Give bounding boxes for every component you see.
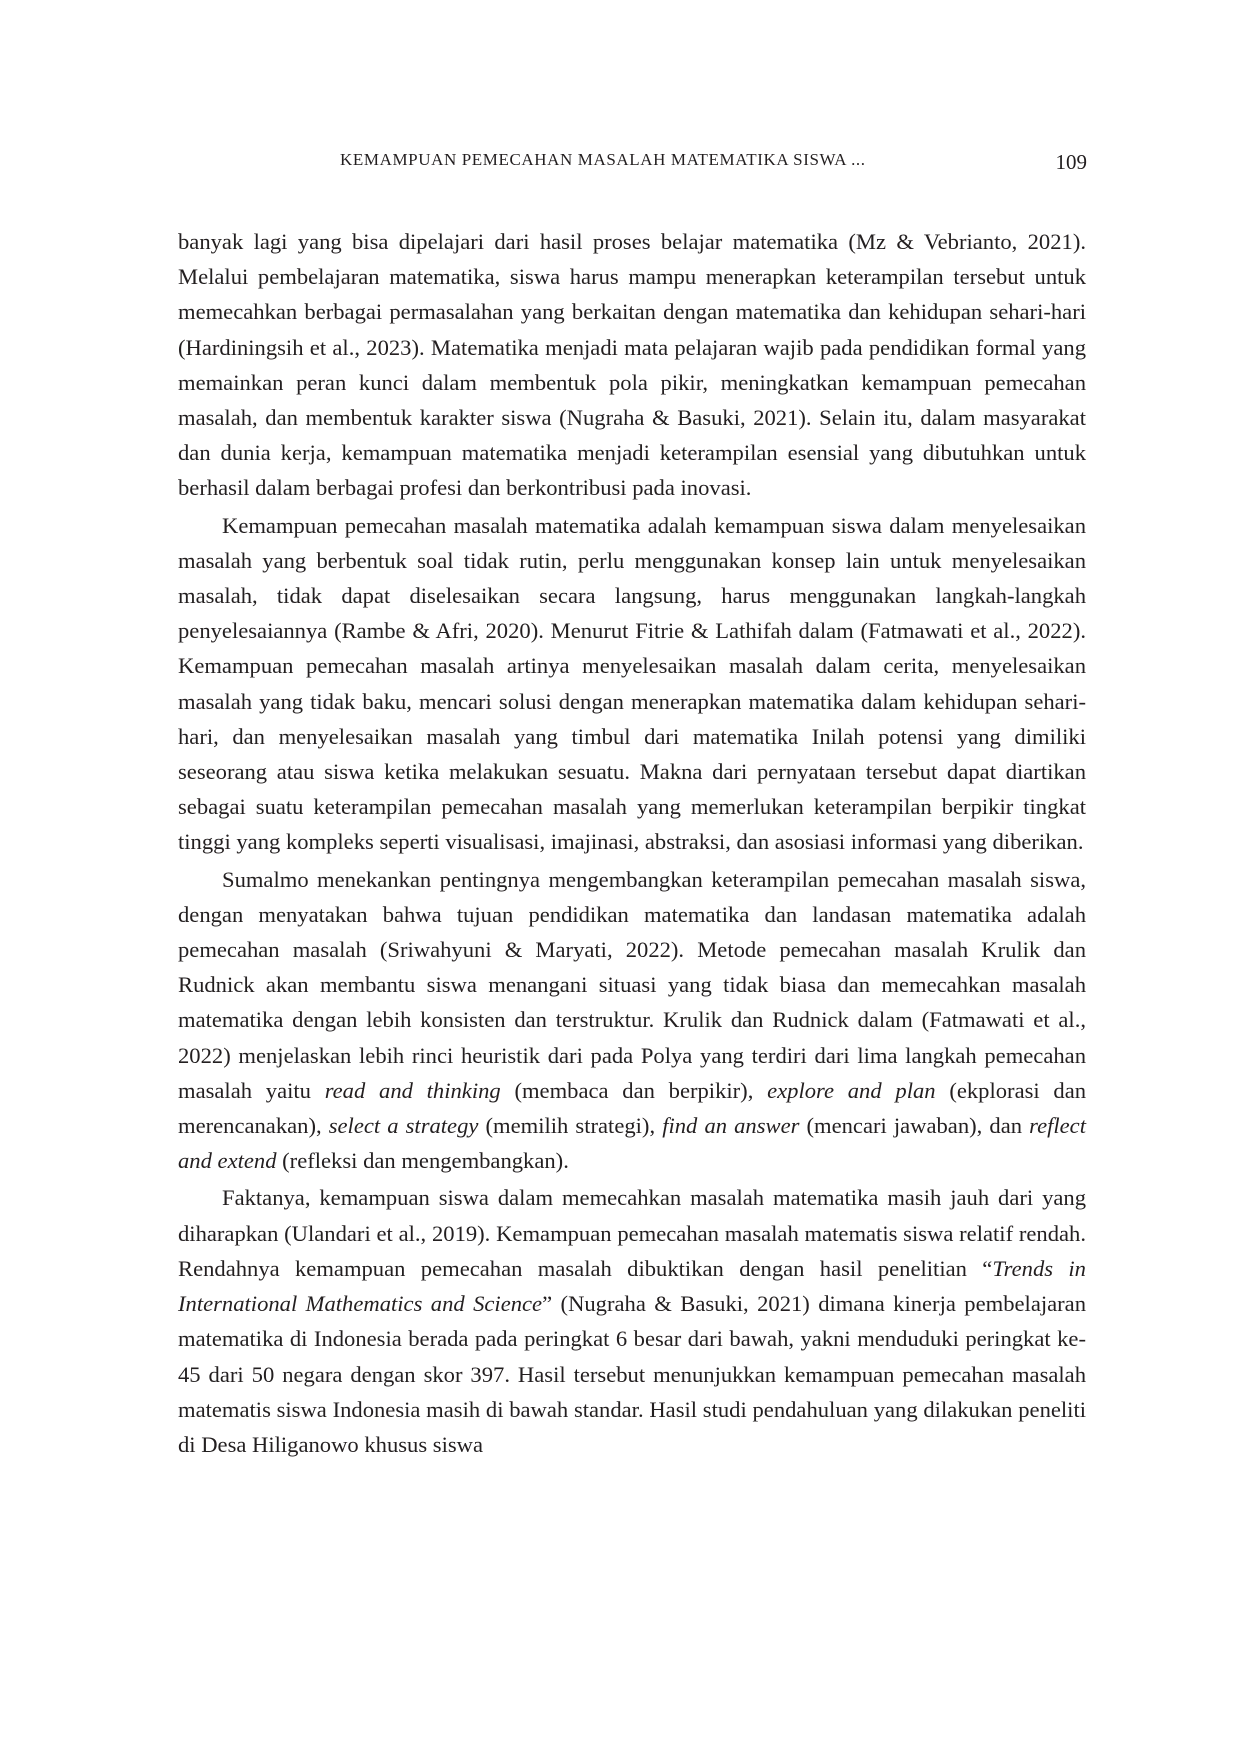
italic-term: read and thinking — [324, 1077, 501, 1103]
text-run: Sumalmo menekankan pentingnya mengembangkan keterampilan pemecahan masalah siswa, dengan menyatakan bahwa tujuan pendidikan matematika dan landasan matematika adalah pemecahan masalah (Sriwahyuni & Maryati, 2022). Metode pemecahan masalah Krulik dan Rudnick akan membantu siswa menangani situasi yang tidak biasa dan memecahkan masalah matematika dengan lebih konsisten dan terstruktur. Krulik dan Rudnick dalam (Fatmawati et al., 2022) menjelaskan lebih rinci heuristik dari pada Polya yang terdiri dari lima langkah pemecahan masalah yaitu — [178, 866, 1086, 1103]
text-run: (mencari jawaban), dan — [799, 1113, 1030, 1139]
italic-term: reflect and extend — [178, 1113, 1086, 1174]
paragraph-1 — [178, 224, 1086, 506]
paragraph-4 — [178, 1180, 1086, 1462]
italic-term: explore and plan — [767, 1077, 936, 1103]
body-text — [178, 224, 1086, 1464]
text-run: banyak lagi yang bisa dipelajari dari hasil proses belajar matematika (Mz & Vebrianto, 2021). Melalui pembelajaran matematika, siswa harus mampu menerapkan keterampilan tersebut untuk memecahkan berbagai permasalahan yang berkaitan dengan matematika dan kehidupan sehari-hari (Hardiningsih et al., 2023). Matematika menjadi mata pelajaran wajib pada pendidikan formal yang memainkan peran kunci dalam membentuk pola pikir, meningkatkan kemampuan pemecahan masalah, dan membentuk karakter siswa (Nugraha & Basuki, 2021). Selain itu, dalam masyarakat dan dunia kerja, kemampuan matematika menjadi keterampilan esensial yang dibutuhkan untuk berhasil dalam berbagai profesi dan berkontribusi pada inovasi. — [178, 229, 1086, 501]
paragraph-2 — [178, 508, 1086, 860]
text-run: (refleksi dan mengembangkan). — [276, 1148, 569, 1174]
italic-term: Trends in International Mathematics and Science — [178, 1255, 1086, 1317]
paragraph-3 — [178, 862, 1086, 1179]
text-run: (membaca dan berpikir), — [500, 1077, 768, 1103]
text-run: (ekplorasi dan merencanakan), — [178, 1077, 1087, 1139]
italic-term: select a strategy — [328, 1113, 479, 1139]
text-run: Faktanya, kemampuan siswa dalam memecahkan masalah matematika masih jauh dari yang diharapkan (Ulandari et al., 2019). Kemampuan pemecahan masalah matematis siswa relatif rendah. Rendahnya kemampuan pemecahan masalah dibuktikan dengan hasil penelitian “ — [178, 1185, 1086, 1281]
text-run: Kemampuan pemecahan masalah matematika adalah kemampuan siswa dalam menyelesaikan masalah yang berbentuk soal tidak rutin, perlu menggunakan konsep lain untuk menyelesaikan masalah, tidak dapat diselesaikan secara langsung, harus menggunakan langkah-langkah penyelesaiannya (Rambe & Afri, 2020). Menurut Fitrie & Lathifah dalam (Fatmawati et al., 2022). Kemampuan pemecahan masalah artinya menyelesaikan masalah dalam cerita, menyelesaikan masalah yang tidak baku, mencari solusi dengan menerapkan matematika dalam kehidupan sehari-hari, dan menyelesaikan masalah yang timbul dari matematika Inilah potensi yang dimiliki seseorang atau siswa ketika melakukan sesuatu. Makna dari pernyataan tersebut dapat diartikan sebagai suatu keterampilan pemecahan masalah yang memerlukan keterampilan berpikir tingkat tinggi yang kompleks seperti visualisasi, imajinasi, abstraksi, dan asosiasi informasi yang diberikan. — [178, 512, 1086, 855]
text-run: ” (Nugraha & Basuki, 2021) dimana kinerja pembelajaran matematika di Indonesia berada pada peringkat 6 besar dari bawah, yakni menduduki peringkat ke-45 dari 50 negara dengan skor 397. Hasil tersebut menunjukkan kemampuan pemecahan masalah matematis siswa Indonesia masih di bawah standar. Hasil studi pendahuluan yang dilakukan peneliti di Desa Hiliganowo khusus siswa — [178, 1291, 1086, 1457]
page-number: 109 — [1055, 150, 1087, 174]
text-run: (memilih strategi), — [478, 1113, 663, 1139]
running-head: KEMAMPUAN PEMECAHAN MASALAH MATEMATIKA SISWA ... — [340, 150, 866, 169]
italic-term: find an answer — [662, 1113, 800, 1139]
